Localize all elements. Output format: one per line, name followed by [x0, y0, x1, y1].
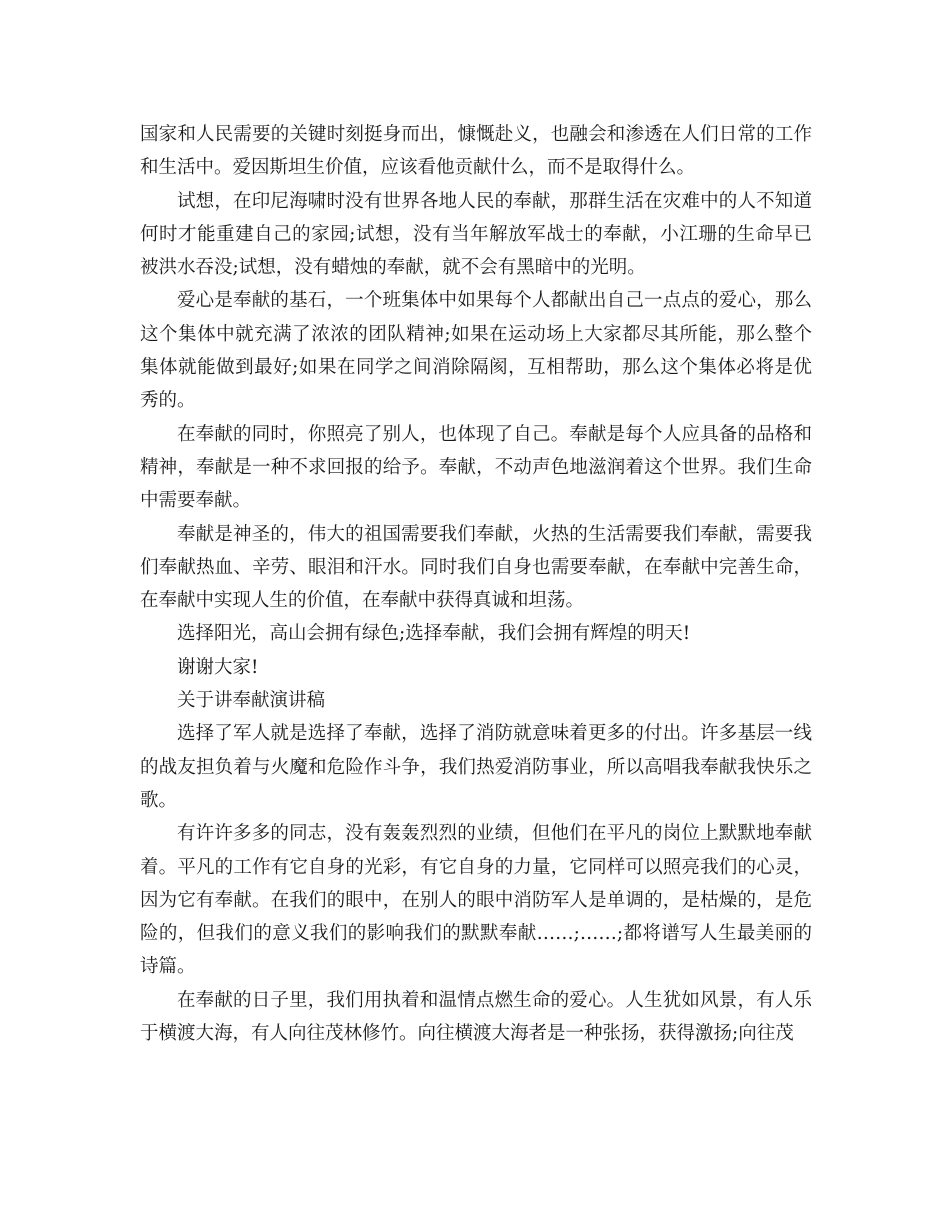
paragraph-5: 奉献是神圣的，伟大的祖国需要我们奉献，火热的生活需要我们奉献，需要我们奉献热血、辛劳、眼泪和汗水。同时我们自身也需要奉献，在奉献中完善生命，在奉献中实现人生的价值，在奉献中获得真诚和坦荡。	[140, 523, 812, 612]
document-body	[140, 118, 812, 1050]
paragraph-6: 选择阳光，高山会拥有绿色;选择奉献，我们会拥有辉煌的明天!	[177, 623, 691, 645]
section-heading: 关于讲奉献演讲稿	[177, 690, 326, 712]
paragraph-4: 在奉献的同时，你照亮了别人，也体现了自己。奉献是每个人应具备的品格和精神，奉献是一种不求回报的给予。奉献，不动声色地滋润着这个世界。我们生命中需要奉献。	[140, 423, 812, 512]
paragraph-10: 有许许多多的同志，没有轰轰烈烈的业绩，但他们在平凡的岗位上默默地奉献着。平凡的工作有它自身的光彩，有它自身的力量，它同样可以照亮我们的心灵，因为它有奉献。在我们的眼中，在别人的眼中消防军人是单调的，是枯燥的，是危险的，但我们的意义我们的影响我们的默默奉献……;……;都将谱写人生最美丽的诗篇。	[140, 823, 812, 978]
paragraph-9: 选择了军人就是选择了奉献，选择了消防就意味着更多的付出。许多基层一线的战友担负着与火魔和危险作斗争，我们热爱消防事业，所以高唱我奉献我快乐之歌。	[140, 723, 812, 811]
paragraph-1: 国家和人民需要的关键时刻挺身而出，慷慨赴义，也融会和渗透在人们日常的工作和生活中。爱因斯坦生价值，应该看他贡献什么，而不是取得什么。	[140, 124, 812, 179]
paragraph-11: 在奉献的日子里，我们用执着和温情点燃生命的爱心。人生犹如风景，有人乐于横渡大海，有人向往茂林修竹。向往横渡大海者是一种张扬，获得激扬;向往茂	[140, 989, 812, 1045]
paragraph-3: 爱心是奉献的基石，一个班集体中如果每个人都献出自己一点点的爱心，那么这个集体中就充满了浓浓的团队精神;如果在运动场上大家都尽其所能，那么整个集体就能做到最好;如果在同学之间消除隔阂，互相帮助，那么这个集体必将是优秀的。	[140, 290, 812, 412]
paragraph-2: 试想，在印尼海啸时没有世界各地人民的奉献，那群生活在灾难中的人不知道何时才能重建自己的家园;试想，没有当年解放军战士的奉献，小江珊的生命早已被洪水吞没;试想，没有蜡烛的奉献，就不会有黑暗中的光明。	[140, 190, 812, 279]
paragraph-7: 谢谢大家!	[177, 656, 259, 678]
